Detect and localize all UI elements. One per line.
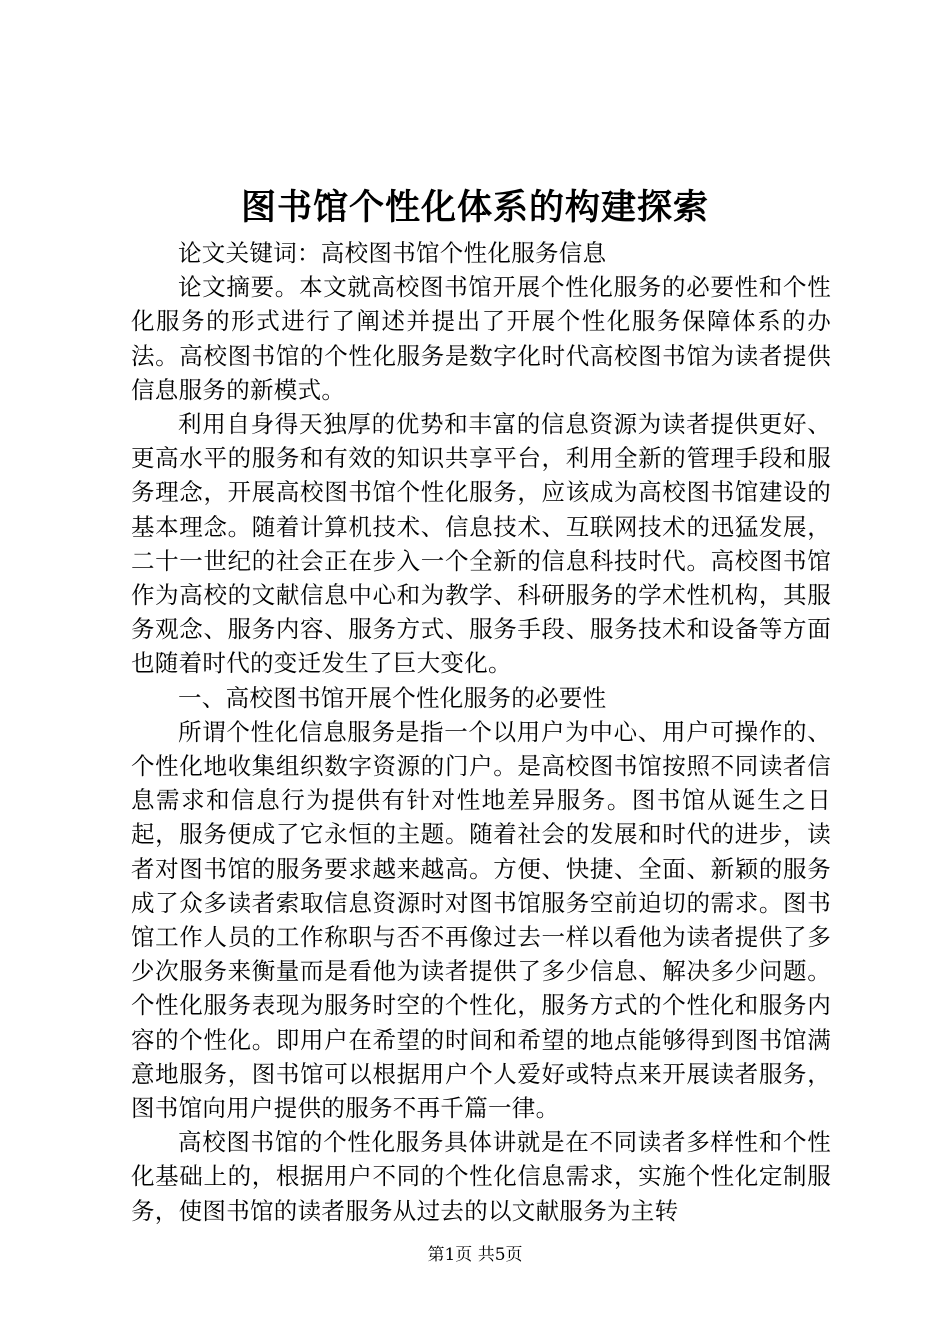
keywords-paragraph: 论文关键词：高校图书馆个性化服务信息 — [178, 239, 607, 267]
document-title: 图书馆个性化体系的构建探索 — [240, 187, 709, 228]
page-footer: 第1页 共5页 — [427, 1245, 523, 1265]
body-paragraph: 高校图书馆的个性化服务具体讲就是在不同读者多样性和个性化基础上的，根据用户不同的个性化信息需求，实施个性化定制服务，使图书馆的读者服务从过去的以文献服务为主转 — [131, 1128, 831, 1225]
body-paragraph: 利用自身得天独厚的优势和丰富的信息资源为读者提供更好、更高水平的服务和有效的知识共享平台，利用全新的管理手段和服务理念，开展高校图书馆个性化服务，应该成为高校图书馆建设的基本理念。随着计算机技术、信息技术、互联网技术的迅猛发展，二十一世纪的社会正在步入一个全新的信息科技时代。高校图书馆作为高校的文献信息中心和为教学、科研服务的学术性机构，其服务观念、服务内容、服务方式、服务手段、服务技术和设备等方面也随着时代的变迁发生了巨大变化。 — [131, 410, 831, 678]
document-body — [131, 236, 831, 1228]
section-heading: 一、高校图书馆开展个性化服务的必要性 — [178, 683, 607, 712]
abstract-paragraph: 论文摘要。本文就高校图书馆开展个性化服务的必要性和个性化服务的形式进行了阐述并提出了开展个性化服务保障体系的办法。高校图书馆的个性化服务是数字化时代高校图书馆为读者提供信息服务的新模式。 — [131, 273, 831, 404]
body-paragraph: 所谓个性化信息服务是指一个以用户为中心、用户可操作的、个性化地收集组织数字资源的门户。是高校图书馆按照不同读者信息需求和信息行为提供有针对性地差异服务。图书馆从诞生之日起，服务便成了它永恒的主题。随着社会的发展和时代的进步，读者对图书馆的服务要求越来越高。方便、快捷、全面、新颖的服务成了众多读者索取信息资源时对图书馆服务空前迫切的需求。图书馆工作人员的工作称职与否不再像过去一样以看他为读者提供了多少次服务来衡量而是看他为读者提供了多少信息、解决多少问题。个性化服务表现为服务时空的个性化，服务方式的个性化和服务内容的个性化。即用户在希望的时间和希望的地点能够得到图书馆满意地服务，图书馆可以根据用户个人爱好或特点来开展读者服务，图书馆向用户提供的服务不再千篇一律。 — [131, 717, 831, 1123]
